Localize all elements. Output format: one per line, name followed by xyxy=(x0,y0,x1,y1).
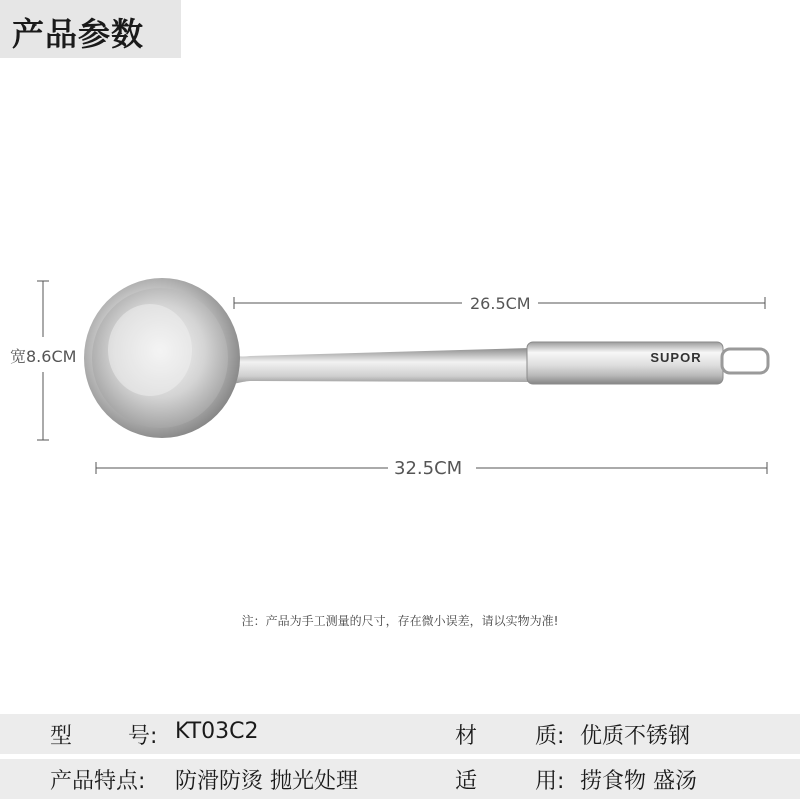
model-label-part1: 型 xyxy=(50,724,73,749)
usage-value: 捞食物 盛汤 xyxy=(580,769,697,794)
features-value: 防滑防烫 抛光处理 xyxy=(175,769,358,794)
material-label-part2: 质: xyxy=(535,724,565,749)
spec-row-features-usage xyxy=(0,759,800,799)
usage-label-part1: 适 xyxy=(455,769,478,794)
page-title: 产品参数 xyxy=(12,15,145,53)
hanging-loop xyxy=(722,349,768,373)
model-label-part2: 号: xyxy=(128,724,158,749)
model-value: KT03C2 xyxy=(175,719,259,744)
usage-label-part2: 用: xyxy=(535,769,565,794)
material-label-part1: 材 xyxy=(455,724,478,749)
total-length-label: 32.5CM xyxy=(394,458,463,479)
width-label: 宽8.6CM xyxy=(10,347,77,366)
material-value: 优质不锈钢 xyxy=(580,724,691,749)
svg-text:SUPOR: SUPOR xyxy=(650,350,702,365)
ladle-bowl xyxy=(84,278,240,438)
measurement-note: 注：产品为手工测量的尺寸，存在微小误差，请以实物为准! xyxy=(241,614,559,628)
ladle-shaft xyxy=(222,348,530,388)
spec-row-model-material xyxy=(0,714,800,754)
handle-length-label: 26.5CM xyxy=(470,294,531,313)
features-label: 产品特点: xyxy=(50,769,146,794)
ladle-grip xyxy=(527,342,723,384)
